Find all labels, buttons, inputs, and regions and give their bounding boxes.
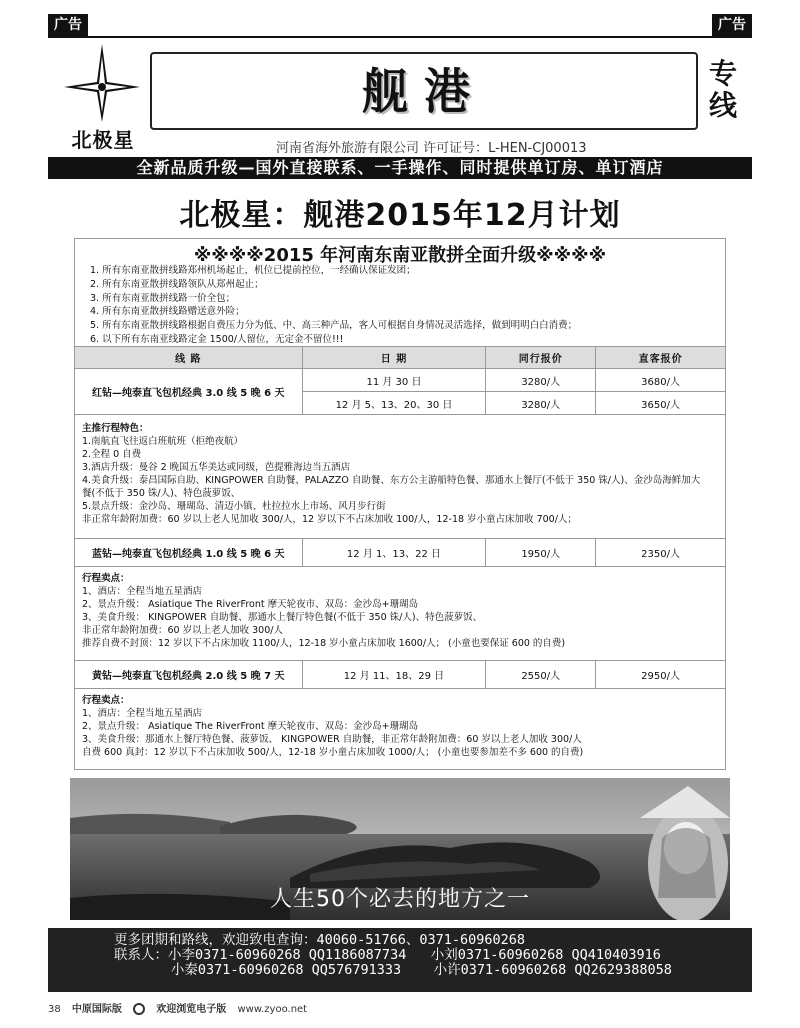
website-link[interactable]: www.zyoo.net [237, 1004, 308, 1015]
contact-line-3: 小秦0371-60960268 QQ576791333 小许0371-60960268 QQ2629388058 [114, 962, 672, 978]
header-date: 日 期 [302, 347, 486, 369]
main-title: 舰港 [362, 62, 486, 120]
route-date: 11 月 30 日 [302, 369, 486, 392]
detail-line: 3.酒店升级：曼谷 2 晚国五华美达或同级，芭提雅海边当五酒店 [82, 462, 351, 473]
page-footer [48, 1000, 315, 1015]
route-table-blue [74, 538, 726, 567]
table-header-row [75, 347, 726, 369]
detail-line: 3、美食升级：那通水上餐厅特色餐、菠萝饭、 KINGPOWER 自助餐，非正常年龄附加费：60 岁以上老人加收 300/人 [82, 734, 582, 745]
header-route: 线 路 [75, 347, 303, 369]
route-details-red [82, 422, 722, 526]
route-name: 红钻—纯泰直飞包机经典 3.0 线 5 晚 6 天 [75, 369, 303, 415]
ad-tag-left: 广告 [48, 14, 88, 36]
route-table-yellow [74, 660, 726, 689]
company-info: 河南省海外旅游有限公司 许可证号：L-HEN-CJ00013 [276, 141, 587, 156]
title-box [150, 52, 698, 130]
header-direct-price: 直客报价 [596, 347, 726, 369]
side-title: 专线 [708, 57, 737, 122]
route-table-red [74, 346, 726, 415]
route-direct-price: 2950/人 [596, 661, 726, 689]
detail-line: 非正常年龄附加费：60 岁以上老人见加收 300/人，12 岁以下不占床加收 100/人，12-18 岁小童占床加收 700/人； [82, 514, 577, 525]
details-title: 行程卖点： [82, 573, 130, 584]
top-rule [48, 36, 752, 38]
photo-caption: 人生50个必去的地方之一 [270, 887, 530, 912]
details-title: 主推行程特色： [82, 423, 149, 434]
details-title: 行程卖点： [82, 695, 130, 706]
brand-name: 北极星 [71, 128, 135, 152]
route-date: 12 月 5、13、20、30 日 [302, 392, 486, 415]
route-details-yellow [82, 694, 722, 759]
slogan-band: 全新品质升级—国外直接联系、一手操作、同时提供单订房、单订酒店 [48, 157, 752, 179]
note-item: 3. 所有东南亚散拼线路一价全包； [90, 292, 236, 304]
contact-band [48, 928, 752, 992]
detail-line: 1、酒店：全程当地五星酒店 [82, 708, 203, 719]
route-direct-price: 3650/人 [596, 392, 726, 415]
route-direct-price: 2350/人 [596, 539, 726, 567]
route-peer-price: 3280/人 [486, 369, 596, 392]
note-item: 5. 所有东南亚散拼线路根据自费压力分为低、中、高三种产品，客人可根据自身情况灵活选择，做到明明白白消费； [90, 320, 578, 332]
detail-line: 1.南航直飞往返白班航班（拒绝夜航） [82, 436, 244, 447]
notes-list [90, 264, 710, 347]
contact-line-1: 更多团期和路线，欢迎致电查询：40060-51766、0371-60960268 [114, 932, 526, 948]
route-peer-price: 1950/人 [486, 539, 596, 567]
route-name: 黄钻—纯泰直飞包机经典 2.0 线 5 晚 7 天 [75, 661, 303, 689]
detail-line: 2、景点升级： Asiatique The RiverFront 摩天轮夜市、双岛：金沙岛+珊瑚岛 [82, 721, 419, 732]
route-date: 12 月 1、13、22 日 [302, 539, 486, 567]
detail-line: 1、酒店：全程当地五星酒店 [82, 586, 203, 597]
note-item: 4. 所有东南亚散拼线路赠送意外险； [90, 306, 245, 318]
detail-line: 5.景点升级：金沙岛、珊瑚岛、清迈小镇、杜拉拉水上市场、风月步行街 [82, 501, 386, 512]
detail-line: 推荐自费不封顶：12 岁以下不占床加收 1100/人，12-18 岁小童占床加收 1600/人； (小童也要保证 600 的自费) [82, 638, 566, 649]
ebook-text: 欢迎浏览电子版 [156, 1004, 227, 1015]
page-number: 38 [48, 1004, 61, 1015]
route-date: 12 月 11、18、29 日 [302, 661, 486, 689]
table-row [75, 661, 726, 689]
detail-line: 2.全程 0 自费 [82, 449, 142, 460]
detail-line: 自费 600 真封：12 岁以下不占床加收 500/人，12-18 岁小童占床加收 1000/人； (小童也要参加差不多 600 的自费) [82, 747, 584, 758]
detail-line: 4.美食升级：泰昌国际自助、KINGPOWER 自助餐、PALAZZO 自助餐、东方公主游船特色餐、那通水上餐厅(不低于 350 铢/人)、金沙岛海鲜加大 [82, 475, 701, 486]
contact-line-2: 联系人：小李0371-60960268 QQ1186087734 小刘0371-60960268 QQ410403916 [114, 947, 661, 963]
route-details-blue [82, 572, 722, 650]
detail-line: 非正常年龄附加费：60 岁以上老人加收 300/人 [82, 625, 283, 636]
ad-tag-right: 广告 [712, 14, 752, 36]
header-peer-price: 同行报价 [486, 347, 596, 369]
headline: 北极星：舰港2015年12月计划 [179, 198, 621, 233]
route-peer-price: 2550/人 [486, 661, 596, 689]
table-row [75, 369, 726, 392]
publication-logo-icon [133, 1003, 145, 1015]
route-name: 蓝钻—纯泰直飞包机经典 1.0 线 5 晚 6 天 [75, 539, 303, 567]
detail-line: 3、美食升级： KINGPOWER 自助餐、那通水上餐厅特色餐(不低于 350 铢/人)、特色菠萝饭、 [82, 612, 483, 623]
edition-name: 中原国际版 [71, 1004, 122, 1015]
table-row [75, 539, 726, 567]
note-item: 6. 以下所有东南亚线路定金 1500/人留位，无定金不留位!!! [90, 333, 344, 345]
detail-line: 餐(不低于 350 铢/人)、特色菠萝饭、 [82, 488, 241, 499]
detail-line: 2、景点升级： Asiatique The RiverFront 摩天轮夜市、双岛：金沙岛+珊瑚岛 [82, 599, 419, 610]
route-peer-price: 3280/人 [486, 392, 596, 415]
sub-headline: ※※※※2015 年河南东南亚散拼全面升级※※※※ [193, 245, 607, 266]
route-direct-price: 3680/人 [596, 369, 726, 392]
note-item: 2. 所有东南亚散拼线路领队从郑州起止； [90, 278, 264, 290]
note-item: 1. 所有东南亚散拼线路郑州机场起止，机位已提前控位，一经确认保证发团； [90, 265, 416, 276]
